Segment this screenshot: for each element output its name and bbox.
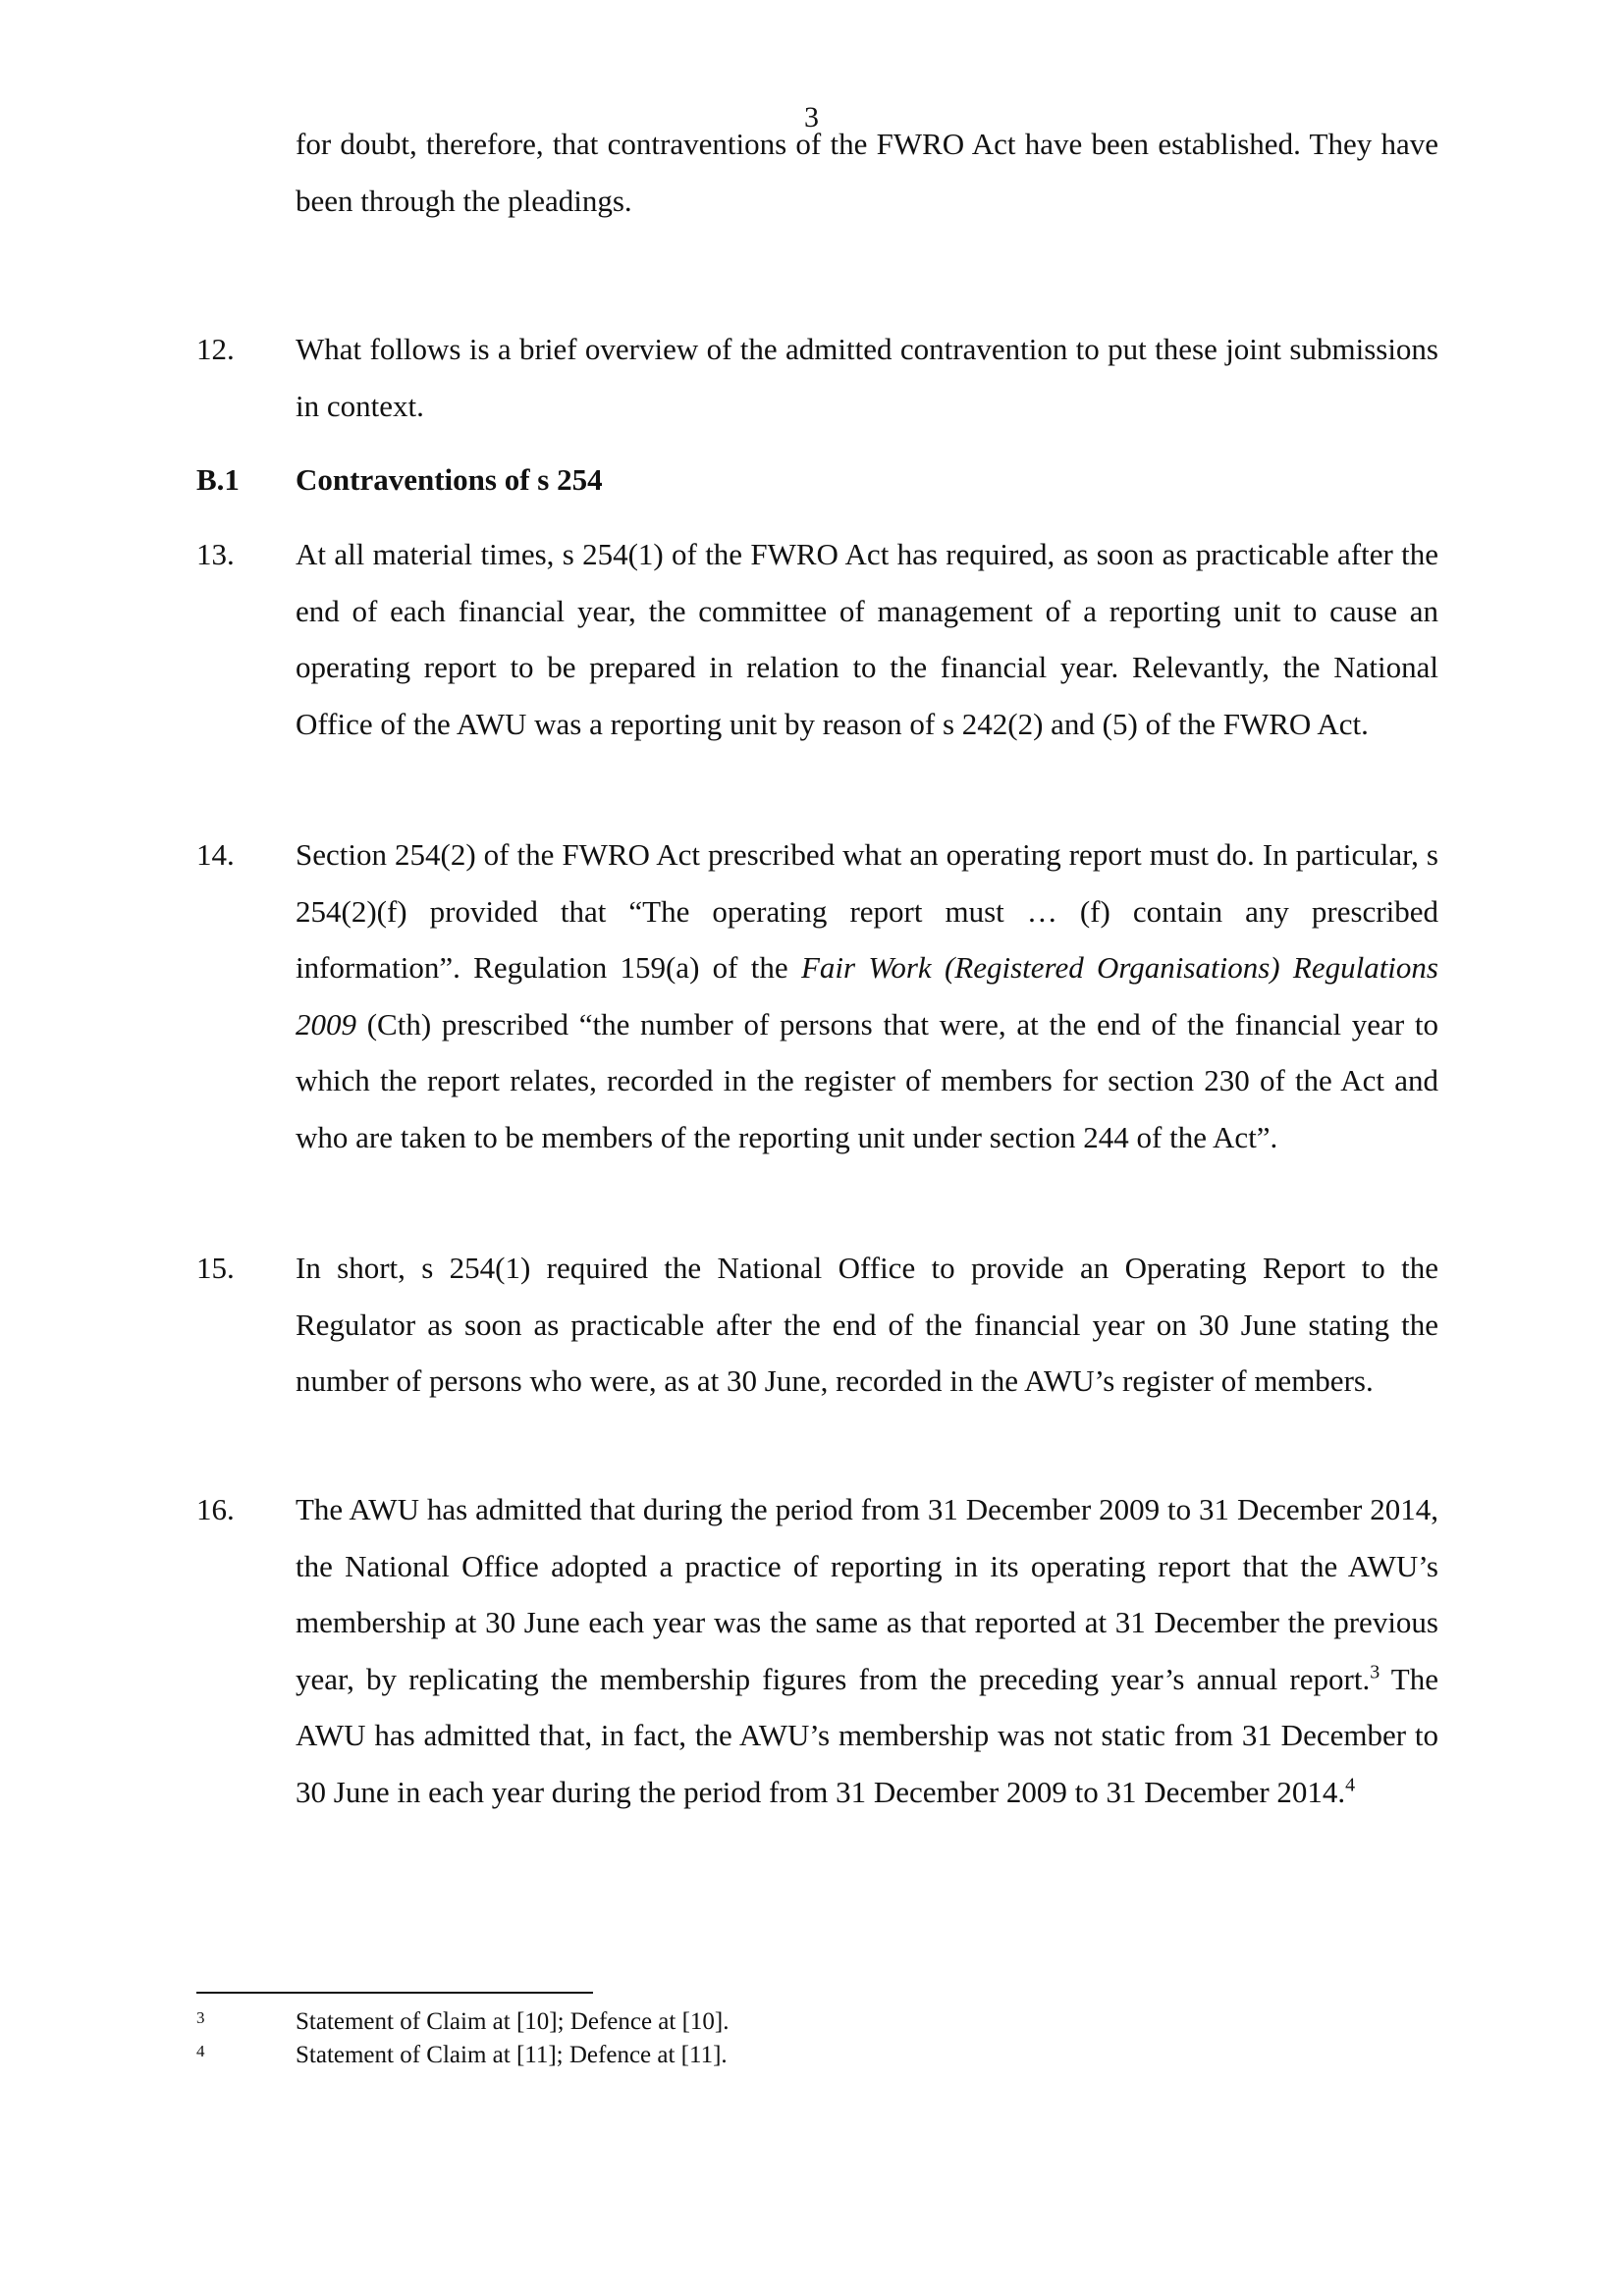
paragraph-12 <box>0 321 1623 434</box>
paragraph-text <box>296 1481 1438 1820</box>
paragraph-text <box>296 827 1438 1165</box>
paragraph-15 <box>0 1240 1623 1410</box>
section-heading <box>0 452 1623 508</box>
paragraph-number: 14. <box>196 837 235 872</box>
footnote-reference[interactable]: 4 <box>1345 1774 1356 1796</box>
footnote-reference[interactable]: 3 <box>1370 1661 1380 1683</box>
paragraph-text: for doubt, therefore, that contraventions of the FWRO Act have been established. They have been through the pleadings. <box>296 127 1438 218</box>
paragraph-text-part: The AWU has admitted that during the period from 31 December 2009 to 31 December 2014, the National Office adopted a practice of reporting in its operating report that the AWU’s membership at 30 June each year was the same as that reported at 31 December the previous year, by replicating the membership figures from the preceding year’s annual report. <box>296 1492 1438 1696</box>
paragraph-16 <box>0 1481 1623 1820</box>
heading-text: Contraventions of s 254 <box>296 462 603 497</box>
footnote-text: Statement of Claim at [10]; Defence at [10]. <box>296 2008 730 2035</box>
footnote <box>0 2039 1623 2072</box>
footnote-text: Statement of Claim at [11]; Defence at [11]. <box>296 2042 728 2068</box>
paragraph-13 <box>0 526 1623 752</box>
continuation-paragraph <box>0 116 1623 229</box>
paragraph-text: In short, s 254(1) required the National Office to provide an Operating Report to the Regulator as soon as practicable after the end of the financial year on 30 June stating the number of persons who were, as at 30 June, recorded in the AWU’s register of members. <box>296 1251 1438 1398</box>
paragraph-text-part: The AWU has admitted that, in fact, the AWU’s membership was not static from 31 December to 30 June in each year during the period from 31 December 2009 to 31 December 2014. <box>296 1661 1439 1809</box>
footnote-separator <box>196 1992 593 1994</box>
heading-number: B.1 <box>196 462 240 497</box>
paragraph-text: At all material times, s 254(1) of the FWRO Act has required, as soon as practicable after the end of each financial year, the committee of management of a reporting unit to cause an operating report to be prepared in relation to the financial year. Relevantly, the National Office of the AWU was a reporting unit by reason of s 242(2) and (5) of the FWRO Act. <box>296 537 1438 741</box>
paragraph-14 <box>0 827 1623 1165</box>
paragraph-text-part: (Cth) prescribed “the number of persons that were, at the end of the financial year to which the report relates, recorded in the register of members for section 230 of the Act and who are taken to be members of the reporting unit under section 244 of the Act”. <box>296 1006 1438 1154</box>
paragraph-number: 15. <box>196 1251 235 1285</box>
footnote-number: 4 <box>196 2042 205 2060</box>
paragraph-number: 13. <box>196 537 235 571</box>
page-number: 3 <box>804 101 819 133</box>
paragraph-text-part: Section 254(2) of the FWRO Act prescribed what an operating report must do. In particular, s 254(2)(f) provided that “The operating report must … (f) contain any prescribed information”. Regulation 159(a) of the <box>296 837 1438 985</box>
paragraph-text: What follows is a brief overview of the admitted contravention to put these joint submissions in context. <box>296 332 1438 423</box>
footnote-number: 3 <box>196 2008 205 2027</box>
regulation-title: Fair Work (Registered Organisations) Regulations 2009 <box>296 950 1438 1041</box>
footnotes <box>0 2005 1623 2072</box>
footnote <box>0 2005 1623 2039</box>
paragraph-number: 12. <box>196 332 235 366</box>
paragraph-number: 16. <box>196 1492 235 1526</box>
